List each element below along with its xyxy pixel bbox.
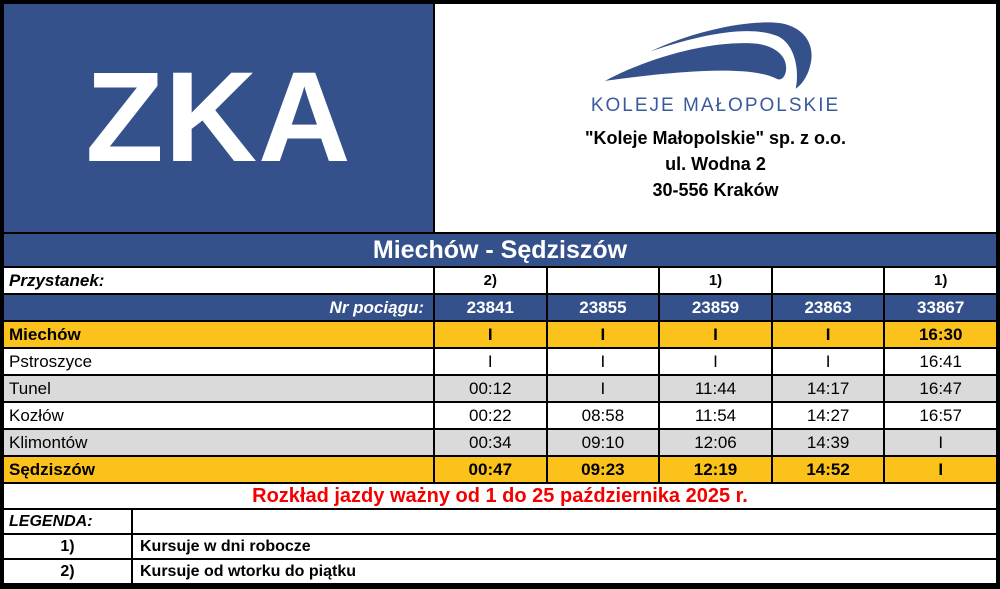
validity-notice: Rozkład jazdy ważny od 1 do 25 października 2025 r. [4,484,996,510]
train-number-row [4,295,996,322]
legend-description: Kursuje w dni robocze [140,537,311,555]
brand-name: KOLEJE MAŁOPOLSKIE [590,95,841,116]
time-cell: I [546,322,659,347]
legend-mark: 1) [4,535,133,558]
legend-item [4,535,996,560]
time-cell: I [658,349,771,374]
train-number-cell: 23841 [433,295,546,320]
legend-header-empty [133,510,996,533]
table-row [4,376,996,403]
company-name: "Koleje Małopolskie" sp. z o.o. [584,128,847,148]
footnote-cell [546,268,659,293]
time-cell: 11:54 [658,403,771,428]
table-row [4,457,996,484]
time-cell: 09:23 [546,457,659,482]
time-cell: 16:30 [883,322,996,347]
time-cell: I [883,430,996,455]
time-cell: 14:52 [771,457,884,482]
time-cell: 12:06 [658,430,771,455]
legend-mark: 2) [4,560,133,583]
time-cell: 11:44 [658,376,771,401]
time-cell: 09:10 [546,430,659,455]
time-cell: 16:41 [883,349,996,374]
zka-label: ZKA [85,46,352,189]
station-name: Kozłów [9,405,64,425]
legend-header-row [4,510,996,535]
train-number-cell: 23863 [771,295,884,320]
station-name: Klimontów [9,432,88,452]
train-number-cell: 23855 [546,295,659,320]
table-row [4,322,996,349]
legend-body [4,535,996,585]
time-cell: I [658,322,771,347]
company-street: ul. Wodna 2 [665,154,766,174]
stop-label: Przystanek: [9,270,105,290]
time-cell: 16:57 [883,403,996,428]
time-cell: 00:22 [433,403,546,428]
time-cell: I [546,349,659,374]
time-cell: 00:12 [433,376,546,401]
company-address-block [585,125,846,203]
time-cell: 00:34 [433,430,546,455]
train-number-cell: 33867 [883,295,996,320]
legend-title: LEGENDA: [4,510,133,533]
footnote-cell: 1) [883,268,996,293]
station-name: Pstroszyce [9,351,93,371]
time-cell: 12:19 [658,457,771,482]
train-number-label: Nr pociągu: [329,297,424,317]
time-cell: I [771,349,884,374]
header-section [4,4,996,234]
table-row [4,430,996,457]
table-row [4,349,996,376]
brand-section [435,4,996,232]
time-cell: 00:47 [433,457,546,482]
footnote-cell: 2) [433,268,546,293]
train-number-cell: 23859 [658,295,771,320]
time-cell: 16:47 [883,376,996,401]
time-cell: 14:27 [771,403,884,428]
time-cell: I [546,376,659,401]
route-title: Miechów - Sędziszów [372,235,628,264]
station-name: Miechów [9,324,81,344]
time-cell: I [433,349,546,374]
footnote-cell: 1) [658,268,771,293]
table-row [4,403,996,430]
time-cell: 14:17 [771,376,884,401]
stop-header-row [4,268,996,295]
legend-description: Kursuje od wtorku do piątku [140,562,357,580]
time-cell: I [883,457,996,482]
time-cell: I [771,322,884,347]
footnote-cell [771,268,884,293]
company-city: 30-556 Kraków [652,180,779,200]
time-cell: 14:39 [771,430,884,455]
timetable-body [4,322,996,484]
route-title-bar [4,234,996,268]
station-name: Sędziszów [9,459,95,479]
koleje-malopolskie-logo-icon [603,18,828,92]
legend-item [4,560,996,585]
station-name: Tunel [9,378,51,398]
time-cell: I [433,322,546,347]
time-cell: 08:58 [546,403,659,428]
zka-banner [4,4,435,232]
